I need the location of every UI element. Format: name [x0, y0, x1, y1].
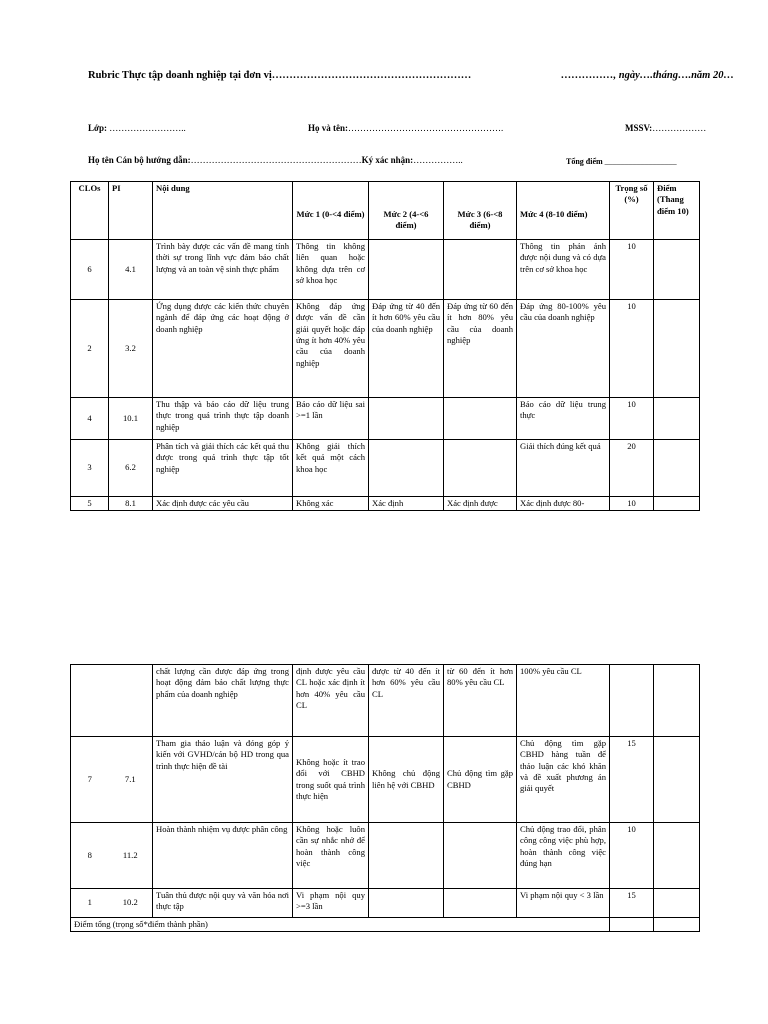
header-muc-2: Mức 2 (4-<6 điểm)	[369, 182, 444, 240]
muc-1-cell: Không xác	[293, 497, 369, 511]
header-trong-so: Trọng số (%)	[610, 182, 654, 240]
clo-cell: 7	[87, 773, 92, 784]
muc-1-cell: Không giải thích kết quả một cách khoa học	[293, 440, 369, 497]
lop-label: Lớp:	[88, 123, 107, 133]
noi-dung-cell: Tham gia thảo luận và đóng góp ý kiến với GVHD/cán bộ HD trong qua trình thực hiện đề tài	[153, 737, 293, 823]
trong-so-cell: 10	[610, 823, 654, 889]
pi-cell: 6.2	[109, 440, 153, 497]
pi-cell: 4.1	[109, 240, 153, 300]
clo-cell: 4	[71, 398, 109, 440]
noi-dung-cell: Phân tích và giải thích các kết quả thu được trong quá trình thực tập tốt nghiệp	[153, 440, 293, 497]
clo-pi-cell	[71, 737, 153, 823]
ky-xac-nhan-label: Ký xác nhận:	[361, 155, 414, 165]
trong-so-cell: 15	[610, 737, 654, 823]
clo-pi-split	[71, 774, 152, 785]
pi-cell: 3.2	[109, 300, 153, 398]
ho-ten-label: Họ và tên:	[308, 123, 348, 133]
muc-3-cell	[444, 398, 517, 440]
trong-so-cell: 10	[610, 497, 654, 511]
muc-4-cell: Thông tin phản ánh được nội dung và có dựa trên cơ sở khoa học	[517, 240, 610, 300]
diem-cell[interactable]	[654, 497, 700, 511]
muc-1-cell: Báo cáo dữ liệu sai >=1 lần	[293, 398, 369, 440]
rubric-table-page-2	[70, 664, 700, 932]
table-row	[71, 665, 700, 737]
clo-pi-split	[71, 897, 152, 908]
noi-dung-cell: Tuân thủ được nội quy và văn hóa nơi thực tập	[153, 889, 293, 918]
muc-3-cell: Xác định được	[444, 497, 517, 511]
muc-2-cell: Xác định	[369, 497, 444, 511]
noi-dung-cell: chất lượng cần được đáp ứng trong hoạt động đảm bảo chất lượng thực phẩm của doanh nghiệp	[153, 665, 293, 737]
table-header-row	[71, 182, 700, 240]
clo-cell: 3	[71, 440, 109, 497]
table-row	[71, 497, 700, 511]
muc-1-cell: Không hoặc luôn cần sự nhắc nhở để hoàn thành công việc	[293, 823, 369, 889]
muc-1-cell: Thông tin không liên quan hoặc không dựa trên cơ sở khoa học	[293, 240, 369, 300]
header-muc-3: Mức 3 (6-<8 điểm)	[444, 182, 517, 240]
pi-cell: 10.2	[122, 897, 138, 908]
muc-1-cell: Vi phạm nội quy >=3 lần	[293, 889, 369, 918]
tong-diem-label: Tổng điểm	[566, 157, 603, 166]
header-muc-1: Mức 1 (0-<4 điểm)	[293, 182, 369, 240]
clo-cell: 2	[71, 300, 109, 398]
pi-cell: 7.1	[124, 773, 136, 784]
pi-cell: 10.1	[109, 398, 153, 440]
muc-4-cell: Vi phạm nội quy < 3 lần	[517, 889, 610, 918]
header-diem: Điểm (Thang điểm 10)	[654, 182, 700, 240]
muc-3-cell: Đáp ứng từ 60 đến ít hơn 80% yêu cầu của doanh nghiệp	[444, 300, 517, 398]
diem-cell[interactable]	[654, 737, 700, 823]
clo-cell: 1	[87, 897, 92, 908]
can-bo-field	[88, 155, 463, 165]
can-bo-label: Họ tên Cán bộ hướng dẫn:	[88, 155, 191, 165]
muc-4-cell: Chủ động tìm gặp CBHD hàng tuần để thảo luận các khó khăn và đề xuất phương án giải quyết	[517, 737, 610, 823]
clo-cell: 5	[71, 497, 109, 511]
rubric-table-page-1	[70, 181, 700, 511]
diem-cell[interactable]	[654, 398, 700, 440]
muc-3-cell	[444, 889, 517, 918]
muc-2-cell: Không chủ động liên hệ với CBHD	[369, 737, 444, 823]
table-row	[71, 823, 700, 889]
muc-3-cell	[444, 240, 517, 300]
muc-1-cell: Không đáp ứng được vấn đề cần giải quyết hoặc đáp ứng ít hơn 40% yêu cầu của doanh nghiệp	[293, 300, 369, 398]
trong-so-cell: 20	[610, 440, 654, 497]
table-row	[71, 737, 700, 823]
muc-2-cell	[369, 823, 444, 889]
diem-cell[interactable]	[654, 240, 700, 300]
total-trong-so-cell	[610, 918, 654, 932]
date-line: ……………, ngày….tháng….năm 20…	[561, 70, 734, 81]
lop-value[interactable]: ……………………..	[109, 123, 186, 133]
lop-field	[88, 123, 186, 133]
clo-pi-cell	[71, 665, 153, 737]
muc-2-cell: Đáp ứng từ 40 đến ít hơn 60% yêu cầu của doanh nghiệp	[369, 300, 444, 398]
muc-1-cell: định được yêu cầu CL hoặc xác định ít hơn 40% yêu cầu CL	[293, 665, 369, 737]
clo-cell: 8	[87, 849, 92, 860]
muc-2-cell	[369, 398, 444, 440]
trong-so-cell: 10	[610, 240, 654, 300]
muc-3-cell	[444, 823, 517, 889]
muc-2-cell	[369, 240, 444, 300]
total-diem-cell[interactable]	[654, 918, 700, 932]
ho-ten-field	[308, 123, 503, 133]
header-noi-dung: Nội dung	[153, 182, 293, 240]
muc-4-cell: Đáp ứng 80-100% yêu cầu của doanh nghiệp	[517, 300, 610, 398]
clo-pi-cell	[71, 889, 153, 918]
page-title: Rubric Thực tập doanh nghiệp tại đơn vị…………………………………………………	[88, 70, 472, 81]
pi-cell: 8.1	[109, 497, 153, 511]
noi-dung-cell: Hoàn thành nhiệm vụ được phân công	[153, 823, 293, 889]
mssv-field	[625, 123, 706, 133]
muc-4-cell: Báo cáo dữ liệu trung thực	[517, 398, 610, 440]
table-row	[71, 398, 700, 440]
ky-xac-nhan-value[interactable]: ……………..	[413, 155, 463, 165]
muc-4-cell: 100% yêu cầu CL	[517, 665, 610, 737]
diem-cell[interactable]	[654, 823, 700, 889]
noi-dung-cell: Ứng dụng được các kiến thức chuyên ngành để đáp ứng các hoạt động ở doanh nghiệp	[153, 300, 293, 398]
noi-dung-cell: Xác định được các yêu cầu	[153, 497, 293, 511]
muc-2-cell	[369, 889, 444, 918]
clo-pi-cell	[71, 823, 153, 889]
muc-4-cell: Xác định được 80-	[517, 497, 610, 511]
trong-so-cell: 10	[610, 300, 654, 398]
diem-cell[interactable]	[654, 440, 700, 497]
table-row	[71, 889, 700, 918]
ho-ten-value[interactable]: …………………………………………….	[348, 123, 504, 133]
mssv-value[interactable]: ………………	[652, 123, 707, 133]
muc-2-cell	[369, 440, 444, 497]
header-muc-4: Mức 4 (8-10 điểm)	[517, 182, 610, 240]
muc-2-cell: được từ 40 đến ít hơn 60% yêu cầu CL	[369, 665, 444, 737]
trong-so-cell: 15	[610, 889, 654, 918]
tong-diem-value[interactable]: __________________	[604, 157, 677, 166]
mssv-label: MSSV:	[625, 123, 653, 133]
diem-cell[interactable]	[654, 665, 700, 737]
noi-dung-cell: Thu thập và báo cáo dữ liệu trung thực trong quá trình thực tập doanh nghiệp	[153, 398, 293, 440]
clo-cell: 6	[71, 240, 109, 300]
diem-cell[interactable]	[654, 300, 700, 398]
table-row	[71, 440, 700, 497]
diem-cell[interactable]	[654, 889, 700, 918]
muc-4-cell: Chủ động trao đổi, phân công công việc phù hợp, hoàn thành công việc đúng hạn	[517, 823, 610, 889]
clo-pi-split	[71, 850, 152, 861]
tong-diem-field	[566, 157, 677, 166]
muc-3-cell	[444, 440, 517, 497]
total-row	[71, 918, 700, 932]
muc-4-cell: Giải thích đúng kết quả	[517, 440, 610, 497]
header-clos: CLOs	[71, 182, 109, 240]
muc-3-cell: Chủ động tìm gặp CBHD	[444, 737, 517, 823]
total-label: Điểm tổng (trọng số*điểm thành phần)	[71, 918, 610, 932]
noi-dung-cell: Trình bày được các vấn đề mang tính thời sự trong lĩnh vực đảm bảo chất lượng và an toàn vệ sinh thực phẩm	[153, 240, 293, 300]
muc-3-cell: từ 60 đến ít hơn 80% yêu cầu CL	[444, 665, 517, 737]
trong-so-cell	[610, 665, 654, 737]
trong-so-cell: 10	[610, 398, 654, 440]
table-row	[71, 240, 700, 300]
can-bo-value[interactable]: …………………………………………………	[190, 155, 362, 165]
table-row	[71, 300, 700, 398]
pi-cell: 11.2	[122, 849, 138, 860]
header-pi: PI	[109, 182, 153, 240]
muc-1-cell: Không hoặc ít trao đổi với CBHD trong suốt quá trình thực hiện	[293, 737, 369, 823]
